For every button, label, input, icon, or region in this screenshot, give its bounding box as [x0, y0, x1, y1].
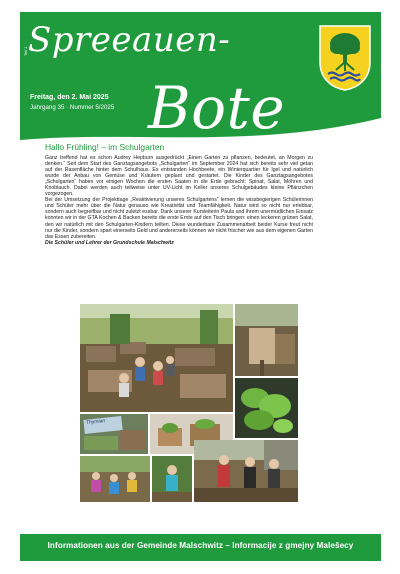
photo-signpost	[235, 304, 298, 376]
photo-children-planting	[80, 456, 150, 502]
photo-herb-tray	[80, 414, 148, 454]
masthead-title-line1: Spreeauen-	[28, 20, 231, 60]
footer-text: Informationen aus der Gemeinde Malschwitz – Informacije z gmejny Malešecy	[47, 541, 354, 550]
photo-garden-beds-art	[80, 304, 233, 412]
issue-number: Jahrgang 35 · Nummer 5/2025	[30, 104, 115, 111]
photo-lettuce	[235, 378, 298, 438]
photo-children-planting-art	[80, 456, 150, 502]
side-code: Teil 1	[23, 46, 28, 56]
photo-lettuce-art	[235, 378, 298, 438]
article-paragraph: Bei der Umsetzung der Projekttage „Reaktivierung unseres Schulgartens“ lernen die wissbegierigen Schülerinnen und Schüler mehr über die Natur genauso wie Kreativität und Teamfähigkeit. Natur wird so nicht nur erlebbar, sondern auch begreifbar und nicht zuletzt essbar. Dank unserer Kursleiterin Paula und ihrem unermüdlichen Einsatz konnten wir in der GTA Kochen & Backen bereits die erste Ernte auf den Tisch bringen: einen leckeren grünen Salat, den wir natürlich mit den Schulgarten-Kindern teilten. Diese wunderbare Zusammenarbeit beider Kurse freut nicht nur die Kinder, sondern spart einerseits Geld und andererseits können wir nicht frischer wie aus dem eigenen Garten das Essen zubereiten.	[45, 197, 313, 240]
footer-bar	[20, 534, 381, 561]
photo-child-watering	[152, 456, 192, 502]
photo-garden-group	[194, 440, 298, 502]
photo-garden-group-art	[194, 440, 298, 502]
photo-collage	[80, 304, 298, 502]
photo-child-watering-art	[152, 456, 192, 502]
article-headline: Hallo Frühling! – im Schulgarten	[45, 142, 165, 152]
article-paragraph: Ganz treffend hat es schon Audrey Hepburn ausgedrückt „Einen Garten zu pflanzen, bedeutet, an Morgen zu denken.“ Seit dem Start des Ganztagsangebots „Schulgarten“ im September 2024 hat sich bereits sehr viel getan auf der Rasenfläche hinter dem Schulhaus. Es entstanden Hochbeete, ein Winterquartier für Igel und natürlich wurde der Anbau von Gemüse und Kräutern geplant und gestartet. Die Kinder des Ganztagsangebotes „Schulgarten“ haben vor einigen Wochen die ersten Saaten in die Erde gebracht: Spinat, Salat, Möhren und Knoblauch. Dabei werden auch teilweise unter UV-Licht im Keller unseres Schulgebäudes kleine Pflänzchen vorgezogen.	[45, 155, 313, 198]
photo-garden-beds	[80, 304, 233, 412]
article	[42, 140, 362, 246]
article-signature: Die Schüler und Lehrer der Grundschule Malschwitz	[45, 239, 174, 246]
masthead-title-line2: Bote	[148, 74, 286, 140]
photo-signpost-art	[235, 304, 298, 376]
coat-of-arms-icon	[318, 24, 372, 92]
article-body	[45, 155, 313, 240]
herb-sign-label: Thymian	[85, 418, 106, 426]
issue-date: Freitag, den 2. Mai 2025	[30, 94, 109, 101]
